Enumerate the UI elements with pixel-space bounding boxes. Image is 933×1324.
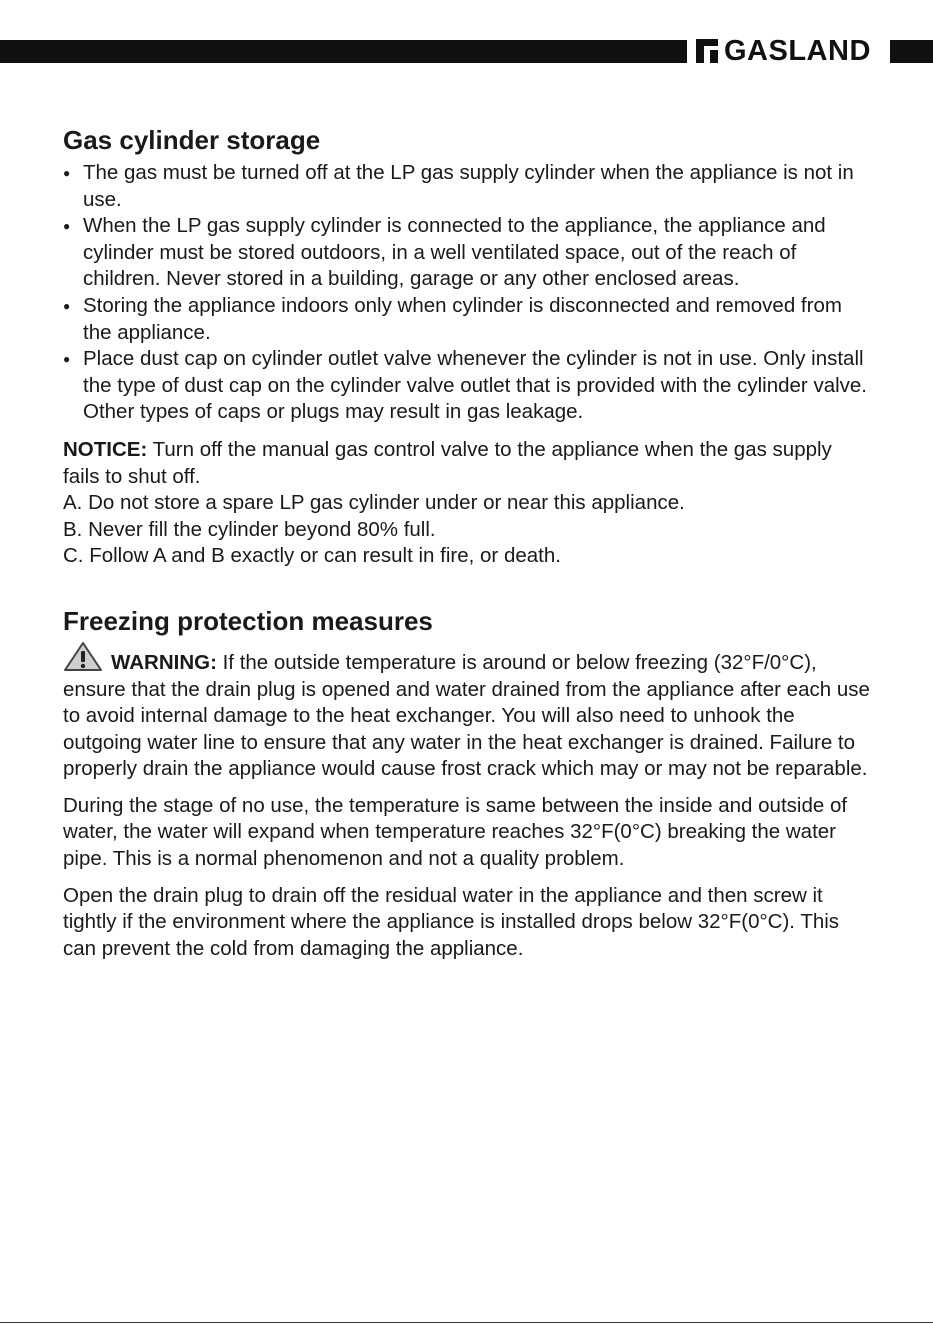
footer-divider	[0, 1322, 933, 1323]
drain-paragraph: Open the drain plug to drain off the residual water in the appliance and then screw it tightly if the environment where the appliance is installed drops below 32°F(0°C). This can prevent the cold from damaging the appliance.	[63, 883, 840, 960]
bullet-item: ● Storing the appliance indoors only when cylinder is disconnected and removed from the appliance.	[63, 293, 873, 346]
bullet-item: ● The gas must be turned off at the LP gas supply cylinder when the appliance is not in use.	[63, 160, 873, 213]
brand-name: GASLAND	[724, 35, 871, 67]
freezing-section	[63, 601, 873, 963]
bullet-item: ● When the LP gas supply cylinder is connected to the appliance, the appliance and cylinder must be stored outdoors, in a well ventilated space, out of the reach of children. Never stored in a building, garage or any other enclosed areas.	[63, 213, 873, 293]
brand-logo	[696, 35, 871, 67]
notice-label: NOTICE:	[63, 437, 148, 461]
header-bar-right	[890, 40, 933, 63]
page-content	[63, 120, 873, 962]
warning-label: WARNING:	[111, 650, 217, 674]
warning-text: If the outside temperature is around or below freezing (32°F/0°C), ensure that the drain plug is opened and water drained from the appliance after each use to avoid internal damage to the heat exchanger. You will also need to unhook the outgoing water line to ensure that any water in the heat exchanger is drained. Failure to properly drain the appliance would cause frost crack which may or may not be reparable.	[63, 650, 870, 781]
warning-paragraph	[63, 641, 873, 783]
storage-bullet-list	[63, 160, 873, 426]
section-title-gas-cylinder-storage: Gas cylinder storage	[63, 125, 321, 155]
notice-paragraph	[63, 437, 873, 490]
notice-text: Turn off the manual gas control valve to the appliance when the gas supply fails to shut off.	[63, 437, 832, 488]
warning-triangle-icon	[63, 641, 103, 673]
no-use-paragraph: During the stage of no use, the temperature is same between the inside and outside of water, the water will expand when temperature reaches 32°F(0°C) breaking the water pipe. This is a normal phenomenon and not a quality problem.	[63, 793, 848, 871]
bullet-item: ● Place dust cap on cylinder outlet valve whenever the cylinder is not in use. Only install the type of dust cap on the cylinder valve outlet that is provided with the cylinder valve. Other types of caps or plugs may result in gas leakage.	[63, 346, 873, 426]
header-bar-left	[0, 40, 687, 63]
notice-item-c: C. Follow A and B exactly or can result in fire, or death.	[63, 544, 561, 568]
section-title-freezing-protection: Freezing protection measures	[63, 605, 433, 636]
notice-item-a: A. Do not store a spare LP gas cylinder under or near this appliance.	[63, 491, 685, 515]
notice-block	[63, 437, 873, 570]
gasland-logo-icon	[696, 39, 718, 63]
notice-item-b: B. Never fill the cylinder beyond 80% full.	[63, 517, 436, 541]
